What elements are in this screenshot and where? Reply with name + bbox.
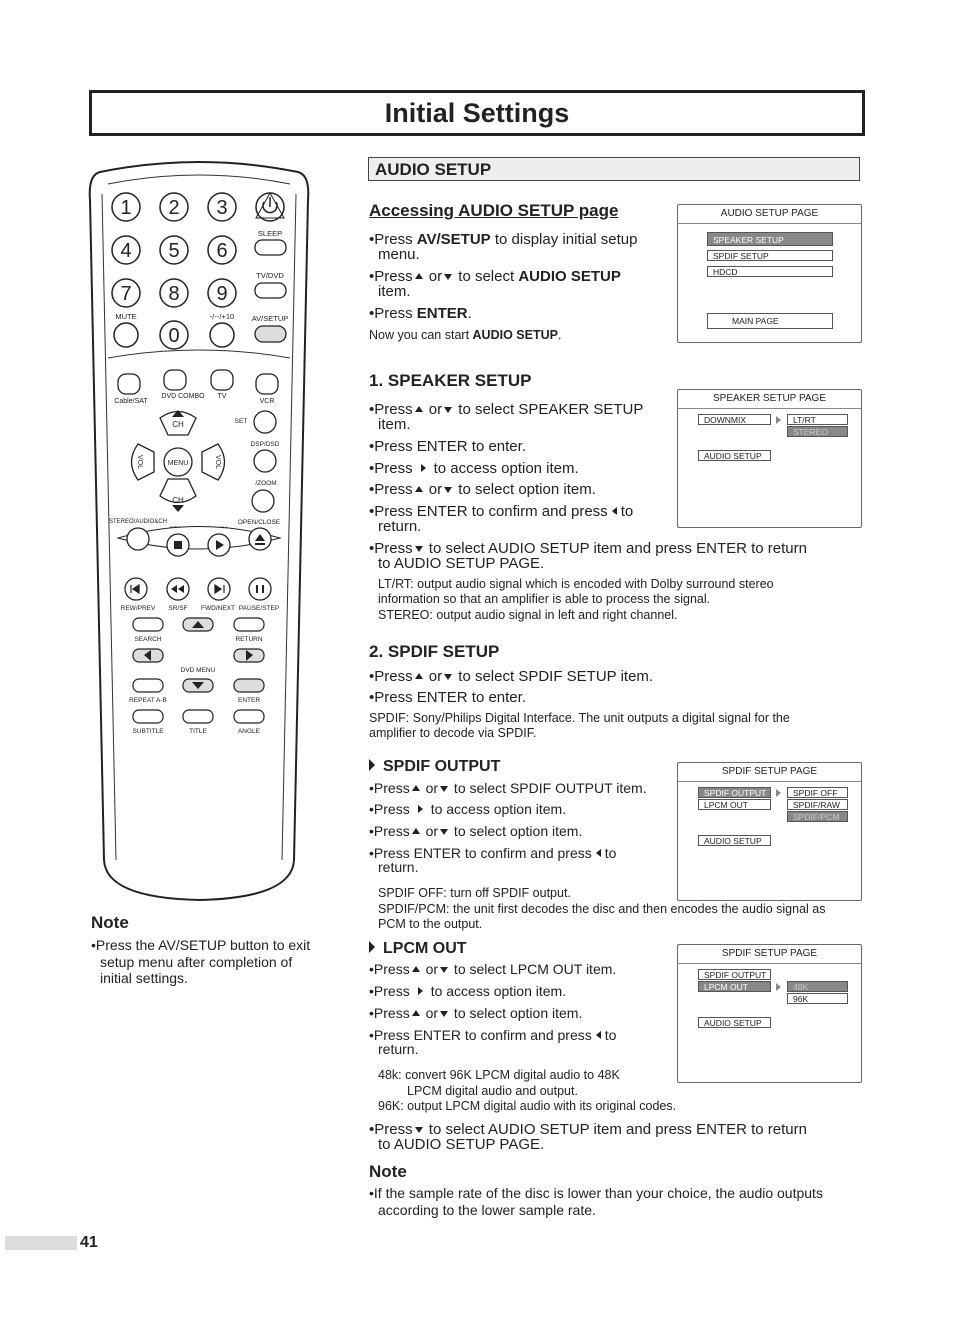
lpcm-bullet-5-cont: to AUDIO SETUP PAGE. bbox=[378, 1136, 545, 1153]
zoom-button[interactable] bbox=[252, 490, 274, 512]
osd-item-audio-setup: AUDIO SETUP bbox=[698, 1017, 771, 1028]
search-label: SEARCH bbox=[134, 636, 162, 643]
right-arrow-icon bbox=[421, 464, 426, 472]
spdif-output-desc-2: SPDIF/PCM: the unit first decodes the disc and then encodes the audio signal as bbox=[378, 902, 826, 916]
speaker-bullet-5-cont: return. bbox=[378, 518, 422, 535]
lpcm-desc-3: 96K: output LPCM digital audio with its original codes. bbox=[378, 1099, 677, 1113]
osd-item-spdif-output: SPDIF OUTPUT bbox=[698, 787, 771, 798]
osd-option-96k: 96K bbox=[787, 993, 848, 1004]
dspdsd-button[interactable] bbox=[254, 450, 276, 472]
spdif-bullet-1: •Press or to select SPDIF SETUP item. bbox=[369, 668, 654, 685]
mute-label: MUTE bbox=[115, 312, 137, 321]
openclose-label: OPEN/CLOSE bbox=[237, 519, 281, 526]
note-right-heading: Note bbox=[369, 1162, 407, 1181]
osd-item-main-page: MAIN PAGE bbox=[707, 313, 833, 329]
lpcm-bullet-4-cont: return. bbox=[378, 1041, 419, 1057]
pause-step-label: PAUSE/STEP bbox=[238, 605, 280, 612]
lpcm-bullet-5: •Press to select AUDIO SETUP item and press ENTER to return bbox=[369, 1121, 807, 1138]
spdif-desc-1: SPDIF: Sony/Philips Digital Interface. The unit outputs a digital signal for the bbox=[369, 711, 790, 725]
spdif-output-bullet-2: •Press to access option item. bbox=[369, 801, 567, 817]
note-left-text-2: setup menu after completion of bbox=[100, 954, 293, 970]
digit-6-label: 6 bbox=[216, 240, 228, 262]
lpcm-desc-1: 48k: convert 96K LPCM digital audio to 48K bbox=[378, 1068, 620, 1082]
plus10-button[interactable] bbox=[210, 323, 234, 347]
page-number-bar bbox=[5, 1236, 77, 1250]
down-arrow-icon bbox=[440, 1011, 448, 1017]
down-arrow-icon bbox=[440, 967, 448, 973]
search-button[interactable] bbox=[133, 618, 163, 631]
tv-button[interactable] bbox=[211, 370, 233, 390]
down-arrow-icon bbox=[440, 786, 448, 792]
access-bullet-1: •Press AV/SETUP to display initial setup bbox=[369, 231, 638, 248]
osd-item-audio-setup: AUDIO SETUP bbox=[698, 835, 771, 846]
title-button[interactable] bbox=[183, 710, 213, 723]
osd-item-downmix: DOWNMIX bbox=[698, 414, 771, 425]
spdif-output-desc-1: SPDIF OFF: turn off SPDIF output. bbox=[378, 886, 571, 900]
osd-title: AUDIO SETUP PAGE bbox=[678, 205, 861, 224]
up-arrow-icon bbox=[415, 406, 423, 412]
digit-9-label: 9 bbox=[216, 283, 228, 305]
left-arrow-icon bbox=[596, 849, 601, 857]
right-triangle-icon bbox=[369, 759, 375, 771]
osd-spdif-setup-page-1 bbox=[677, 762, 862, 901]
down-arrow-icon bbox=[444, 274, 452, 280]
page-number: 41 bbox=[80, 1234, 98, 1251]
enter-button[interactable] bbox=[234, 679, 264, 692]
up-arrow-icon bbox=[415, 486, 423, 492]
down-arrow-icon bbox=[440, 829, 448, 835]
osd-speaker-setup-page bbox=[677, 389, 862, 528]
osd-arrow-icon bbox=[776, 789, 781, 797]
osd-arrow-icon bbox=[776, 416, 781, 424]
access-bullet-1-cont: menu. bbox=[378, 246, 420, 263]
fwd-next-label: FWD/NEXT bbox=[201, 605, 235, 612]
enter-label: ENTER bbox=[237, 697, 261, 704]
lpcm-heading: LPCM OUT bbox=[369, 940, 467, 958]
up-arrow-icon bbox=[412, 1010, 420, 1016]
osd-title: SPEAKER SETUP PAGE bbox=[678, 390, 861, 409]
spdif-bullet-2: •Press ENTER to enter. bbox=[369, 689, 526, 706]
osd-option-spdif-pcm: SPDIF/PCM bbox=[787, 811, 848, 822]
osd-title: SPDIF SETUP PAGE bbox=[678, 945, 861, 964]
tvdvd-label: TV/DVD bbox=[256, 271, 284, 280]
spdif-output-bullet-3: •Press or to select option item. bbox=[369, 823, 583, 839]
osd-item-speaker-setup: SPEAKER SETUP bbox=[707, 232, 833, 246]
up-arrow-icon bbox=[412, 785, 420, 791]
lpcm-bullet-4: •Press ENTER to confirm and press to bbox=[369, 1027, 617, 1043]
cable-sat-button[interactable] bbox=[118, 374, 140, 394]
ch-down-label: CH bbox=[172, 496, 184, 505]
spdif-output-bullet-4: •Press ENTER to confirm and press to bbox=[369, 845, 617, 861]
lpcm-bullet-2: •Press to access option item. bbox=[369, 983, 567, 999]
note-left-heading: Note bbox=[91, 913, 129, 932]
angle-label: ANGLE bbox=[237, 728, 261, 735]
osd-arrow-icon bbox=[776, 983, 781, 991]
tv-label: TV bbox=[217, 393, 227, 400]
subtitle-button[interactable] bbox=[133, 710, 163, 723]
osd-item-lpcm-out: LPCM OUT bbox=[698, 799, 771, 810]
pause-step-button[interactable] bbox=[249, 578, 271, 600]
speaker-bullet-6-cont: to AUDIO SETUP PAGE. bbox=[378, 555, 545, 572]
down-arrow-icon bbox=[444, 407, 452, 413]
note-right-text-1: •If the sample rate of the disc is lower than your choice, the audio outputs bbox=[369, 1185, 823, 1201]
sr-sf-label: SR/SF bbox=[168, 605, 188, 612]
osd-audio-setup-page bbox=[677, 204, 862, 343]
access-bullet-3: •Press ENTER. bbox=[369, 305, 472, 322]
return-label: RETURN bbox=[235, 636, 263, 643]
digit-3-label: 3 bbox=[216, 197, 228, 219]
osd-item-hdcd: HDCD bbox=[707, 266, 833, 277]
digit-4-label: 4 bbox=[120, 240, 132, 262]
speaker-bullet-5: •Press ENTER to confirm and press to bbox=[369, 503, 634, 520]
osd-option-spdif-raw: SPDIF/RAW bbox=[787, 799, 848, 810]
up-arrow-icon bbox=[412, 966, 420, 972]
vol-up-label: VOL bbox=[214, 454, 221, 470]
digit-7-label: 7 bbox=[120, 283, 132, 305]
section-header: AUDIO SETUP bbox=[368, 157, 860, 181]
menu-label: MENU bbox=[167, 460, 189, 467]
speaker-desc-1: LT/RT: output audio signal which is encoded with Dolby surround stereo bbox=[378, 577, 774, 591]
tvdvd-button[interactable] bbox=[255, 283, 286, 298]
dvd-menu-label: DVD MENU bbox=[180, 667, 216, 674]
access-bullet-2-cont: item. bbox=[378, 283, 411, 300]
down-arrow-icon bbox=[444, 487, 452, 493]
digit-0-label: 0 bbox=[168, 325, 180, 347]
page-title: Initial Settings bbox=[89, 90, 865, 136]
spdif-desc-2: amplifier to decode via SPDIF. bbox=[369, 726, 537, 740]
title-label: TITLE bbox=[189, 728, 207, 735]
stop-icon bbox=[174, 541, 182, 549]
osd-item-lpcm-out: LPCM OUT bbox=[698, 981, 771, 992]
up-arrow-icon bbox=[415, 673, 423, 679]
dspdsd-label: DSP/DSD bbox=[250, 441, 280, 448]
right-arrow-icon bbox=[418, 805, 423, 813]
osd-option-48k: 48K bbox=[787, 981, 848, 992]
digit-2-label: 2 bbox=[168, 197, 180, 219]
zoom-label: /ZOOM bbox=[255, 480, 277, 487]
osd-spdif-setup-page-2 bbox=[677, 944, 862, 1083]
lpcm-bullet-3: •Press or to select option item. bbox=[369, 1005, 583, 1021]
spdif-output-bullet-1: •Press or to select SPDIF OUTPUT item. bbox=[369, 780, 647, 796]
set-label: SET bbox=[234, 418, 248, 425]
vcr-label: VCR bbox=[259, 398, 275, 405]
down-arrow-icon bbox=[415, 1127, 423, 1133]
set-button[interactable] bbox=[254, 411, 276, 433]
digit-8-label: 8 bbox=[168, 283, 180, 305]
angle-button[interactable] bbox=[234, 710, 264, 723]
note-left-text-1: •Press the AV/SETUP button to exit bbox=[91, 937, 311, 953]
avsetup-button[interactable] bbox=[255, 326, 286, 342]
osd-item-spdif-setup: SPDIF SETUP bbox=[707, 250, 833, 261]
dvd-combo-label: DVD COMBO bbox=[161, 393, 205, 400]
vcr-button[interactable] bbox=[256, 374, 278, 394]
lpcm-bullet-1: •Press or to select LPCM OUT item. bbox=[369, 961, 617, 977]
speaker-bullet-6: •Press to select AUDIO SETUP item and press ENTER to return bbox=[369, 540, 807, 557]
osd-title: SPDIF SETUP PAGE bbox=[678, 763, 861, 782]
right-triangle-icon bbox=[369, 941, 375, 953]
right-arrow-icon bbox=[418, 987, 423, 995]
access-note: Now you can start AUDIO SETUP. bbox=[369, 328, 562, 342]
spdif-output-desc-3: PCM to the output. bbox=[378, 917, 483, 931]
osd-item-audio-setup: AUDIO SETUP bbox=[698, 450, 771, 461]
osd-option-stereo: STEREO bbox=[787, 426, 848, 437]
vol-down-label: VOL bbox=[136, 454, 143, 470]
sleep-button[interactable] bbox=[255, 240, 286, 255]
spdif-output-bullet-4-cont: return. bbox=[378, 859, 419, 875]
remote-control-illustration bbox=[88, 160, 310, 905]
note-right-text-2: according to the lower sample rate. bbox=[378, 1202, 596, 1218]
mute-button[interactable] bbox=[114, 323, 138, 347]
accessing-heading: Accessing AUDIO SETUP page bbox=[369, 201, 619, 220]
speaker-heading: 1. SPEAKER SETUP bbox=[369, 371, 532, 390]
digit-5-label: 5 bbox=[168, 240, 180, 262]
access-bullet-2: •Press or to select AUDIO SETUP bbox=[369, 268, 621, 285]
ch-up-label: CH bbox=[172, 420, 184, 429]
down-arrow-icon bbox=[415, 546, 423, 552]
spdif-output-heading: SPDIF OUTPUT bbox=[369, 758, 500, 776]
repeat-label: REPEAT A-B bbox=[129, 697, 167, 704]
left-arrow-icon bbox=[596, 1031, 601, 1039]
stereo-label: STEREO/AUDIO&CH bbox=[108, 519, 168, 525]
speaker-desc-2: information so that an amplifier is able to process the signal. bbox=[378, 592, 711, 606]
lpcm-desc-2: LPCM digital audio and output. bbox=[407, 1084, 578, 1098]
left-arrow-icon bbox=[612, 507, 617, 515]
spdif-heading: 2. SPDIF SETUP bbox=[369, 642, 500, 661]
osd-option-spdif-off: SPDIF OFF bbox=[787, 787, 848, 798]
return-button[interactable] bbox=[234, 618, 264, 631]
down-arrow-icon bbox=[444, 674, 452, 680]
up-arrow-icon bbox=[415, 273, 423, 279]
plus10-label: -/--/+10 bbox=[209, 312, 235, 321]
cable-sat-label: Cable/SAT bbox=[114, 398, 148, 405]
speaker-bullet-2: •Press ENTER to enter. bbox=[369, 438, 526, 455]
speaker-bullet-3: •Press to access option item. bbox=[369, 460, 579, 477]
speaker-bullet-1-cont: item. bbox=[378, 416, 411, 433]
note-left-text-3: initial settings. bbox=[100, 970, 188, 986]
subtitle-label: SUBTITLE bbox=[132, 728, 164, 735]
stereo-button[interactable] bbox=[127, 528, 149, 550]
digit-1-label: 1 bbox=[120, 197, 132, 219]
speaker-bullet-4: •Press or to select option item. bbox=[369, 481, 596, 498]
speaker-desc-3: STEREO: output audio signal in left and right channel. bbox=[378, 608, 678, 622]
speaker-bullet-1: •Press or to select SPEAKER SETUP bbox=[369, 401, 644, 418]
osd-item-spdif-output: SPDIF OUTPUT bbox=[698, 969, 771, 980]
rew-prev-label: REW/PREV bbox=[120, 605, 156, 612]
avsetup-label: AV/SETUP bbox=[251, 314, 289, 323]
osd-option-ltrt: LT/RT bbox=[787, 414, 848, 425]
dvd-combo-button[interactable] bbox=[164, 370, 186, 390]
up-arrow-icon bbox=[412, 828, 420, 834]
sleep-label: SLEEP bbox=[257, 229, 283, 238]
repeat-button[interactable] bbox=[133, 679, 163, 692]
